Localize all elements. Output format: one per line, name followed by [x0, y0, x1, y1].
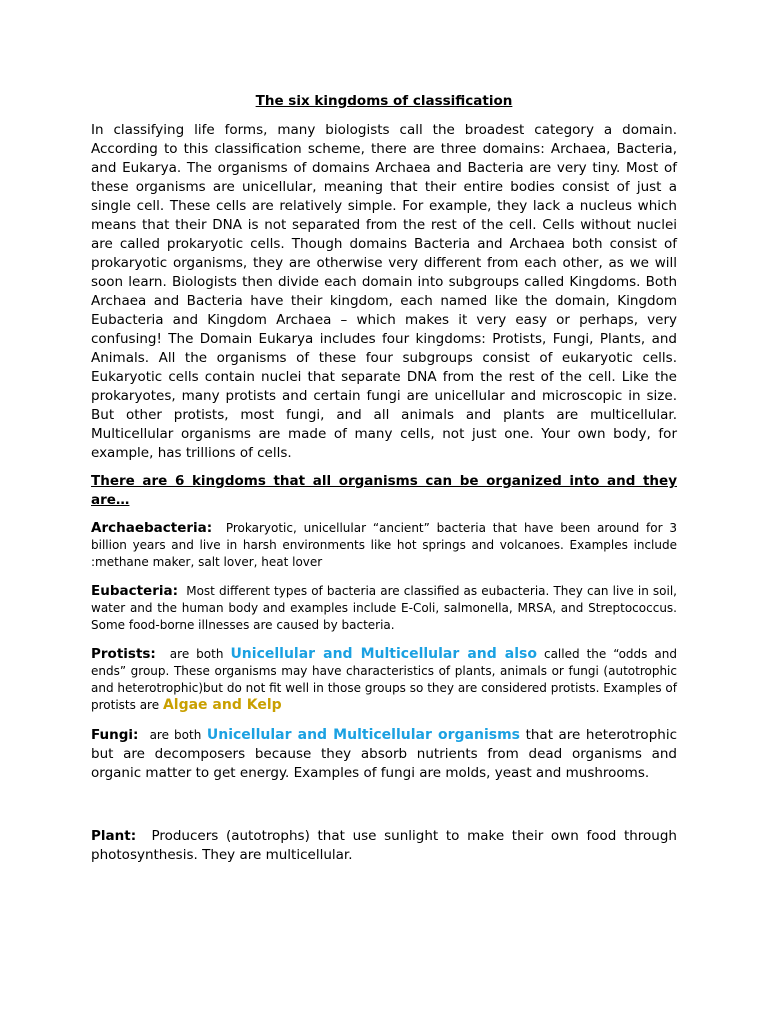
protists-highlight-unicellular: Unicellular and Multicellular and also [230, 646, 537, 662]
kingdom-name-fungi: Fungi: [91, 727, 139, 743]
kingdoms-subheading: There are 6 kingdoms that all organisms can be organized into and they are… [91, 473, 677, 508]
kingdom-name-plant: Plant: [91, 828, 137, 844]
kingdom-plant [91, 827, 677, 865]
protists-highlight-algae: Algae and Kelp [162, 697, 282, 713]
kingdom-name-eubacteria: Eubacteria: [91, 583, 179, 599]
kingdom-protists [91, 646, 677, 714]
kingdom-text-fungi-a: are both [149, 728, 202, 742]
kingdom-text-protists-b: called the “odds and ends” group. These organisms may have characteristics of plants, animals or fungi (autotrophic and heterotrophic)but do not fit well in those groups so they are considered protists. Examples of protists are [91, 647, 677, 712]
intro-paragraph: In classifying life forms, many biologists call the broadest category a domain. According to this classification scheme, there are three domains: Archaea, Bacteria, and Eukarya. The organisms of domains Archaea and Bacteria are very tiny. Most of these organisms are unicellular, meaning that their entire bodies consist of just a single cell. These cells are relatively simple. For example, they lack a nucleus which means that their DNA is not separated from the rest of the cell. Cells without nuclei are called prokaryotic cells. Though domains Bacteria and Archaea both consist of prokaryotic organisms, they are otherwise very different from each other, as we will soon learn. Biologists then divide each domain into subgroups called Kingdoms. Both Archaea and Bacteria have their kingdom, each named like the domain, Kingdom Eubacteria and Kingdom Archaea – which makes it very easy or perhaps, very confusing! The Domain Eukarya includes four kingdoms: Protists, Fungi, Plants, and Animals. All the organisms of these four subgroups consist of eukaryotic cells. Eukaryotic cells contain nuclei that separate DNA from the rest of the cell. Like the prokaryotes, many protists and certain fungi are unicellular and microscopic in size. But other protists, most fungi, and all animals and plants are multicellular. Multicellular organisms are made of many cells, not just one. Your own body, for example, has trillions of cells. [91, 122, 677, 461]
kingdom-fungi [91, 726, 677, 783]
fungi-highlight-unicellular: Unicellular and Multicellular organisms [206, 727, 521, 743]
kingdom-archaebacteria [91, 520, 677, 571]
kingdom-text-eubacteria: Most different types of bacteria are classified as eubacteria. They can live in soil, water and the human body and examples include E-Coli, salmonella, MRSA, and Streptococcus. Some food-borne illnesses are caused by bacteria. [91, 584, 677, 632]
kingdom-text-fungi-b: that are heterotrophic but are decomposers because they absorb nutrients from dead organisms and organic matter to get energy. Examples of fungi are molds, yeast and mushrooms. [91, 727, 677, 781]
blank-space [91, 795, 677, 827]
document-page [91, 92, 677, 877]
kingdom-text-protists-a: are both [169, 647, 224, 661]
kingdom-text-archaebacteria: Prokaryotic, unicellular “ancient” bacteria that have been around for 3 billion years and live in harsh environments like hot springs and volcanoes. Examples include :methane maker, salt lover, heat lover [91, 521, 677, 569]
kingdom-text-plant: Producers (autotrophs) that use sunlight to make their own food through photosynthesis. They are multicellular. [91, 828, 677, 863]
page-title: The six kingdoms of classification [255, 93, 513, 109]
kingdom-name-protists: Protists: [91, 646, 156, 662]
kingdom-name-archaebacteria: Archaebacteria: [91, 520, 213, 536]
kingdom-eubacteria [91, 583, 677, 634]
